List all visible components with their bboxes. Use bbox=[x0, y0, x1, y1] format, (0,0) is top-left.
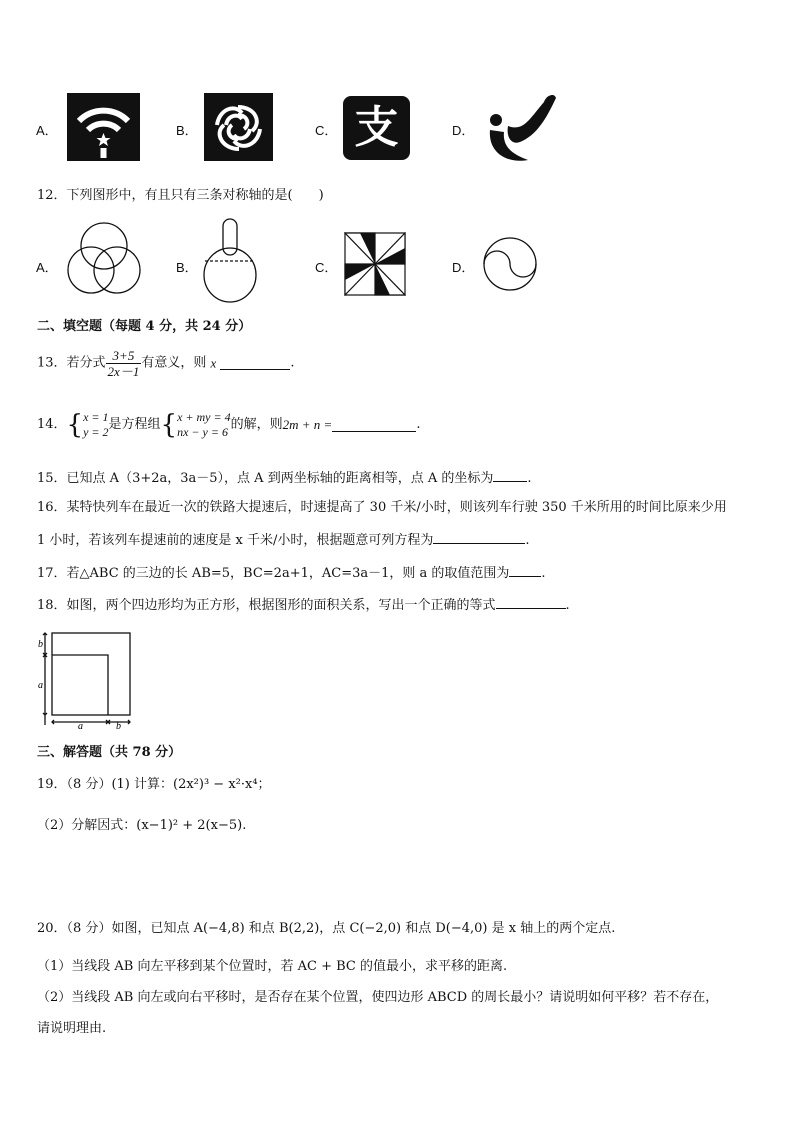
q13-prefix: 13．若分式 bbox=[37, 355, 106, 371]
q14-expr: 2m + n = bbox=[282, 417, 333, 432]
pinwheel-figure bbox=[344, 232, 406, 296]
q11-option-d-label: D． bbox=[452, 123, 475, 138]
alipay-glyph: 支 bbox=[354, 102, 399, 153]
q13-var: x bbox=[210, 355, 217, 371]
q12-stem: 12．下列图形中，有且只有三条对称轴的是( ) bbox=[37, 188, 324, 203]
figure-logo-icon bbox=[484, 90, 558, 168]
q12-option-a-label: A． bbox=[36, 260, 58, 275]
q12-option-c-label: C． bbox=[315, 260, 338, 275]
q14-prefix: 14． bbox=[37, 417, 67, 432]
question-17 bbox=[37, 564, 546, 582]
q11-option-c-label: C． bbox=[315, 123, 338, 138]
q13-numerator: 3+5 bbox=[106, 348, 142, 364]
q15-text: 15．已知点 A（3+2a，3a－5），点 A 到两坐标轴的距离相等，点 A 的坐标为 bbox=[37, 471, 494, 486]
q18-answer-blank[interactable] bbox=[496, 596, 566, 609]
q14-solution bbox=[83, 410, 108, 440]
paddle-figure bbox=[200, 217, 262, 303]
q16-answer-blank[interactable] bbox=[433, 531, 525, 544]
question-20-stem: 20．（8 分）如图，已知点 A(−4,8) 和点 B(2,2)，点 C(−2,0) 和点 D(−4,0) 是 x 轴上的两个定点. bbox=[37, 921, 616, 936]
section-3-title: 三、解答题（共 78 分） bbox=[37, 745, 182, 760]
fig-label-a-left: a bbox=[38, 680, 43, 691]
q16-line2-text: 1 小时，若该列车提速前的速度是 x 千米/小时，根据题意可列方程为 bbox=[37, 533, 434, 548]
question-15 bbox=[37, 469, 532, 487]
q14-system bbox=[177, 410, 231, 440]
q11-option-a-label: A． bbox=[36, 123, 58, 138]
three-circles-figure bbox=[66, 218, 142, 298]
q14-eq1: x + my = 4 bbox=[177, 410, 231, 424]
q17-answer-blank[interactable] bbox=[509, 564, 541, 577]
question-19-part-2: （2）分解因式：(x−1)² + 2(x−5). bbox=[37, 818, 247, 833]
question-20-part-1: （1）当线段 AB 向左平移到某个位置时，若 AC + BC 的值最小，求平移的距离. bbox=[37, 959, 508, 974]
q15-answer-blank[interactable] bbox=[493, 469, 527, 482]
q12-option-d-label: D． bbox=[452, 260, 475, 275]
question-16-line-1: 16．某特快列车在最近一次的铁路大提速后，时速提高了 30 千米/小时，则该列车行驶 350 千米所用的时间比原来少用 bbox=[37, 500, 727, 515]
squares-area-figure bbox=[38, 630, 134, 730]
q13-fraction bbox=[106, 348, 142, 379]
q14-end: . bbox=[416, 417, 421, 432]
swirl-logo-icon bbox=[204, 93, 273, 161]
q13-denominator: 2x－1 bbox=[107, 364, 140, 379]
fig-label-b-top: b bbox=[38, 639, 43, 650]
q12-option-b-label: B． bbox=[176, 260, 198, 275]
q14-answer-blank[interactable] bbox=[332, 419, 416, 432]
question-16-line-2 bbox=[37, 531, 530, 549]
question-19-part-1: 19．（8 分）(1) 计算：(2x²)³ − x²·x⁴； bbox=[37, 777, 271, 792]
q17-end: . bbox=[541, 566, 546, 581]
q13-suffix: 有意义，则 bbox=[141, 355, 207, 371]
section-2-title: 二、填空题（每题 4 分，共 24 分） bbox=[37, 319, 252, 334]
question-14: 14．{ x = 1 y = 2 是方程组{ x + my = 4 nx − y = 6 的解，则2m + n = . bbox=[37, 410, 421, 440]
fig-label-a-bottom: a bbox=[78, 721, 83, 730]
question-20-part-2: （2）当线段 AB 向左或向右平移时，是否存在某个位置，使四边形 ABCD 的周长最小？请说明如何平移？若不存在， bbox=[37, 990, 719, 1005]
yin-yang-figure bbox=[482, 236, 538, 292]
q14-sol2: y = 2 bbox=[83, 425, 109, 439]
alipay-logo-icon bbox=[343, 96, 410, 160]
question-20-part-2-cont: 请说明理由. bbox=[37, 1021, 107, 1036]
question-13 bbox=[37, 348, 295, 384]
q13-end: . bbox=[290, 355, 295, 371]
question-18 bbox=[37, 596, 570, 614]
q17-text: 17．若△ABC 的三边的长 AB=5，BC=2a+1，AC=3a－1，则 a 的取值范围为 bbox=[37, 566, 510, 581]
q18-end: . bbox=[565, 598, 570, 613]
fig-label-b-bottom: b bbox=[116, 721, 121, 730]
q14-sol1: x = 1 bbox=[83, 410, 109, 424]
q14-eq2: nx − y = 6 bbox=[177, 425, 228, 439]
q15-end: . bbox=[527, 471, 532, 486]
q16-end: . bbox=[525, 533, 530, 548]
q11-option-b-label: B． bbox=[176, 123, 198, 138]
q14-mid: 是方程组 bbox=[108, 417, 161, 432]
q14-suffix: 的解，则 bbox=[230, 417, 283, 432]
q13-answer-blank[interactable] bbox=[220, 357, 290, 370]
wifi-logo-icon bbox=[67, 93, 140, 161]
q18-text: 18．如图，两个四边形均为正方形，根据图形的面积关系，写出一个正确的等式 bbox=[37, 598, 496, 613]
